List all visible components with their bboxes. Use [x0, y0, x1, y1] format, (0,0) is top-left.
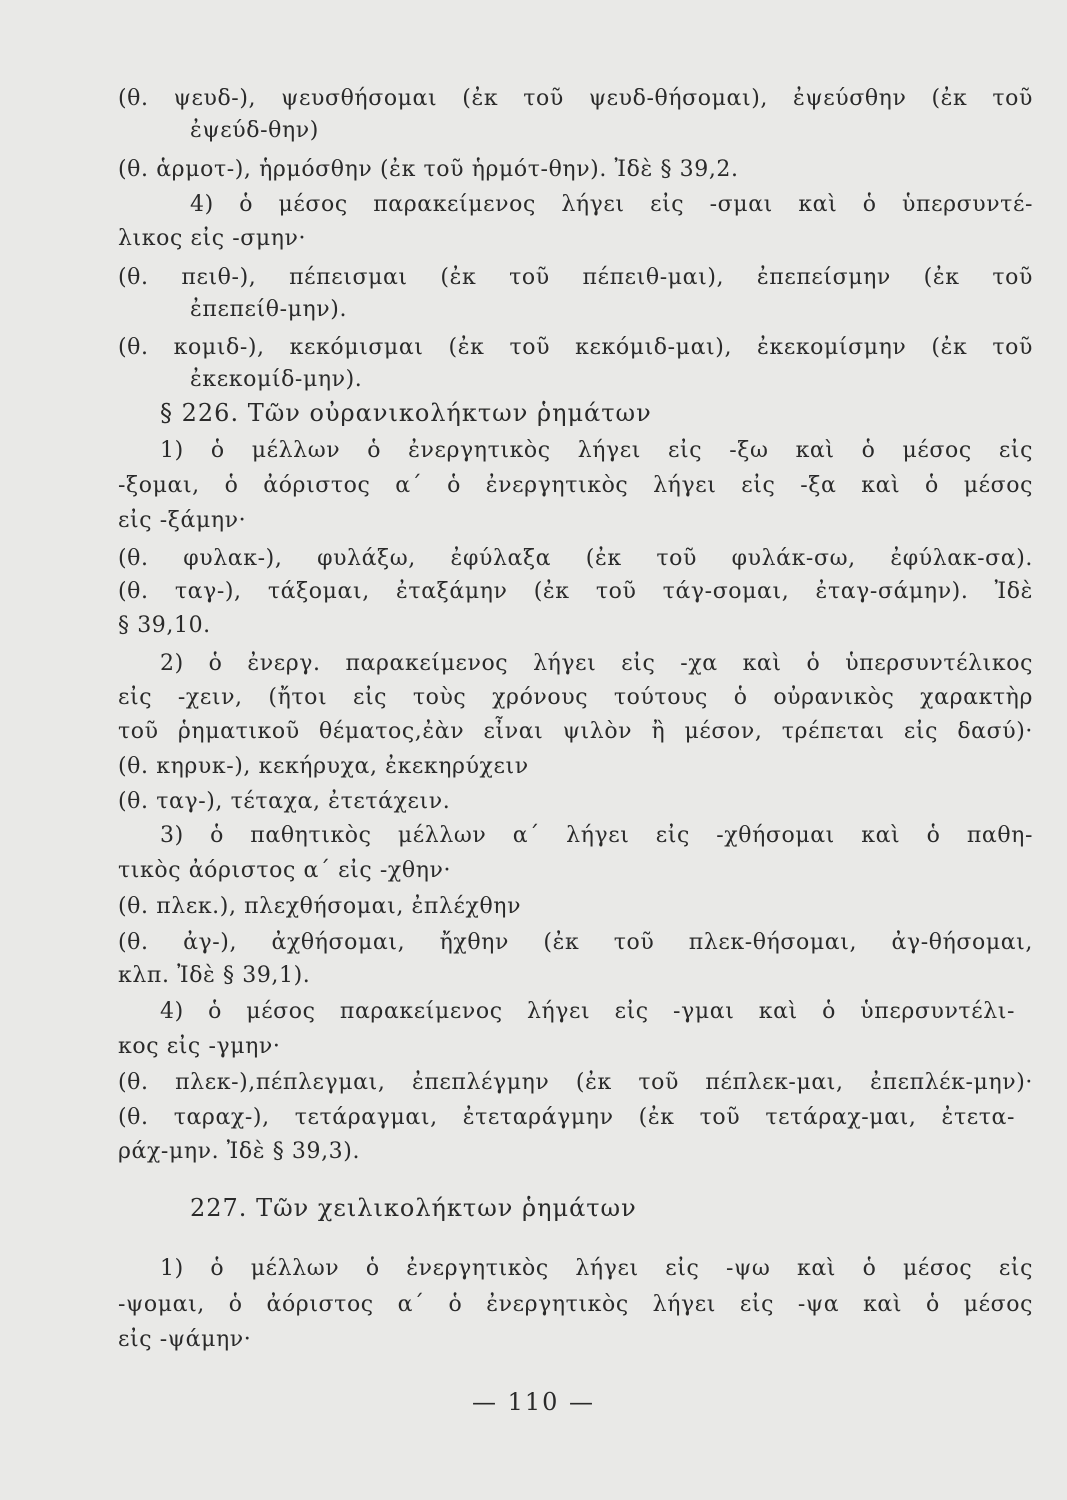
- text-line: (θ. ἁρμοτ-), ἡρμόσθην (ἐκ τοῦ ἡρμότ-θην). Ἰδὲ § 39,2.: [118, 157, 739, 182]
- text-line: κος εἰς -γμην·: [118, 1034, 281, 1059]
- text-line: 1) ὁ μέλλων ὁ ἐνεργητικὸς λήγει εἰς -ψω καὶ ὁ μέσος εἰς: [160, 1256, 1033, 1281]
- text-line: εἰς -ψάμην·: [118, 1327, 252, 1352]
- text-line: (θ. ταραχ-), τετάραγμαι, ἐτεταράγμην (ἐκ τοῦ τετάραχ-μαι, ἐτετα-: [118, 1105, 1015, 1130]
- text-line: (θ. ψευδ-), ψευσθήσομαι (ἐκ τοῦ ψευδ-θήσομαι), ἐψεύσθην (ἐκ τοῦ: [118, 86, 1033, 111]
- text-line: ἐψεύδ-θην): [190, 118, 319, 143]
- text-line: § 39,10.: [118, 613, 211, 638]
- text-line: (θ. πλεκ-),πέπλεγμαι, ἐπεπλέγμην (ἐκ τοῦ πέπλεκ-μαι, ἐπεπλέκ-μην)·: [118, 1070, 1033, 1095]
- text-line: ράχ-μην. Ἰδὲ § 39,3).: [118, 1139, 361, 1164]
- text-line: (θ. κηρυκ-), κεκήρυχα, ἐκεκηρύχειν: [118, 754, 529, 779]
- section-heading: 227. Τῶν χειλικολήκτων ῥημάτων: [190, 1194, 637, 1222]
- text-line: (θ. ταγ-), τέταχα, ἐτετάχειν.: [118, 789, 451, 814]
- text-line: κλπ. Ἰδὲ § 39,1).: [118, 963, 311, 988]
- text-line: -ξομαι, ὁ ἀόριστος α΄ ὁ ἐνεργητικὸς λήγει εἰς -ξα καὶ ὁ μέσος: [118, 473, 1033, 498]
- text-line: (θ. ἀγ-), ἀχθήσομαι, ἤχθην (ἐκ τοῦ πλεκ-θήσομαι, ἀγ-θήσομαι,: [118, 930, 1033, 955]
- text-line: ἐκεκομίδ-μην).: [190, 367, 363, 392]
- text-line: 4) ὁ μέσος παρακείμενος λήγει εἰς -σμαι καὶ ὁ ὑπερσυντέ-: [190, 192, 1033, 217]
- text-line: τικὸς ἀόριστος α΄ εἰς -χθην·: [118, 858, 452, 883]
- text-line: 3) ὁ παθητικὸς μέλλων α΄ λήγει εἰς -χθήσομαι καὶ ὁ παθη-: [160, 823, 1033, 848]
- text-line: (θ. πειθ-), πέπεισμαι (ἐκ τοῦ πέπειθ-μαι), ἐπεπείσμην (ἐκ τοῦ: [118, 265, 1033, 290]
- text-line: εἰς -ξάμην·: [118, 508, 247, 533]
- text-line: εἰς -χειν, (ἤτοι εἰς τοὺς χρόνους τούτους ὁ οὐρανικὸς χαρακτὴρ: [118, 685, 1033, 710]
- text-line: τοῦ ῥηματικοῦ θέματος,ἐὰν εἶναι ψιλὸν ἢ μέσον, τρέπεται εἰς δασύ)·: [118, 719, 1033, 744]
- text-line: 2) ὁ ἐνεργ. παρακείμενος λήγει εἰς -χα καὶ ὁ ὑπερσυντέλικος: [160, 651, 1033, 676]
- page-number: — 110 —: [471, 1388, 596, 1416]
- text-line: (θ. κομιδ-), κεκόμισμαι (ἐκ τοῦ κεκόμιδ-μαι), ἐκεκομίσμην (ἐκ τοῦ: [118, 335, 1033, 360]
- text-line: (θ. φυλακ-), φυλάξω, ἐφύλαξα (ἐκ τοῦ φυλάκ-σω, ἐφύλακ-σα).: [118, 546, 1033, 571]
- text-line: λικος εἰς -σμην·: [118, 226, 307, 251]
- text-line: (θ. ταγ-), τάξομαι, ἐταξάμην (ἐκ τοῦ τάγ-σομαι, ἐταγ-σάμην). Ἰδὲ: [118, 579, 1033, 604]
- section-heading: § 226. Τῶν οὐρανικολήκτων ῥημάτων: [160, 399, 652, 427]
- text-line: 4) ὁ μέσος παρακείμενος λήγει εἰς -γμαι καὶ ὁ ὑπερσυντέλι-: [160, 999, 1015, 1024]
- text-line: ἐπεπείθ-μην).: [190, 297, 348, 322]
- text-line: -ψομαι, ὁ ἀόριστος α΄ ὁ ἐνεργητικὸς λήγει εἰς -ψα καὶ ὁ μέσος: [118, 1292, 1033, 1317]
- text-line: (θ. πλεκ.), πλεχθήσομαι, ἐπλέχθην: [118, 894, 522, 919]
- text-line: 1) ὁ μέλλων ὁ ἐνεργητικὸς λήγει εἰς -ξω καὶ ὁ μέσος εἰς: [160, 438, 1033, 463]
